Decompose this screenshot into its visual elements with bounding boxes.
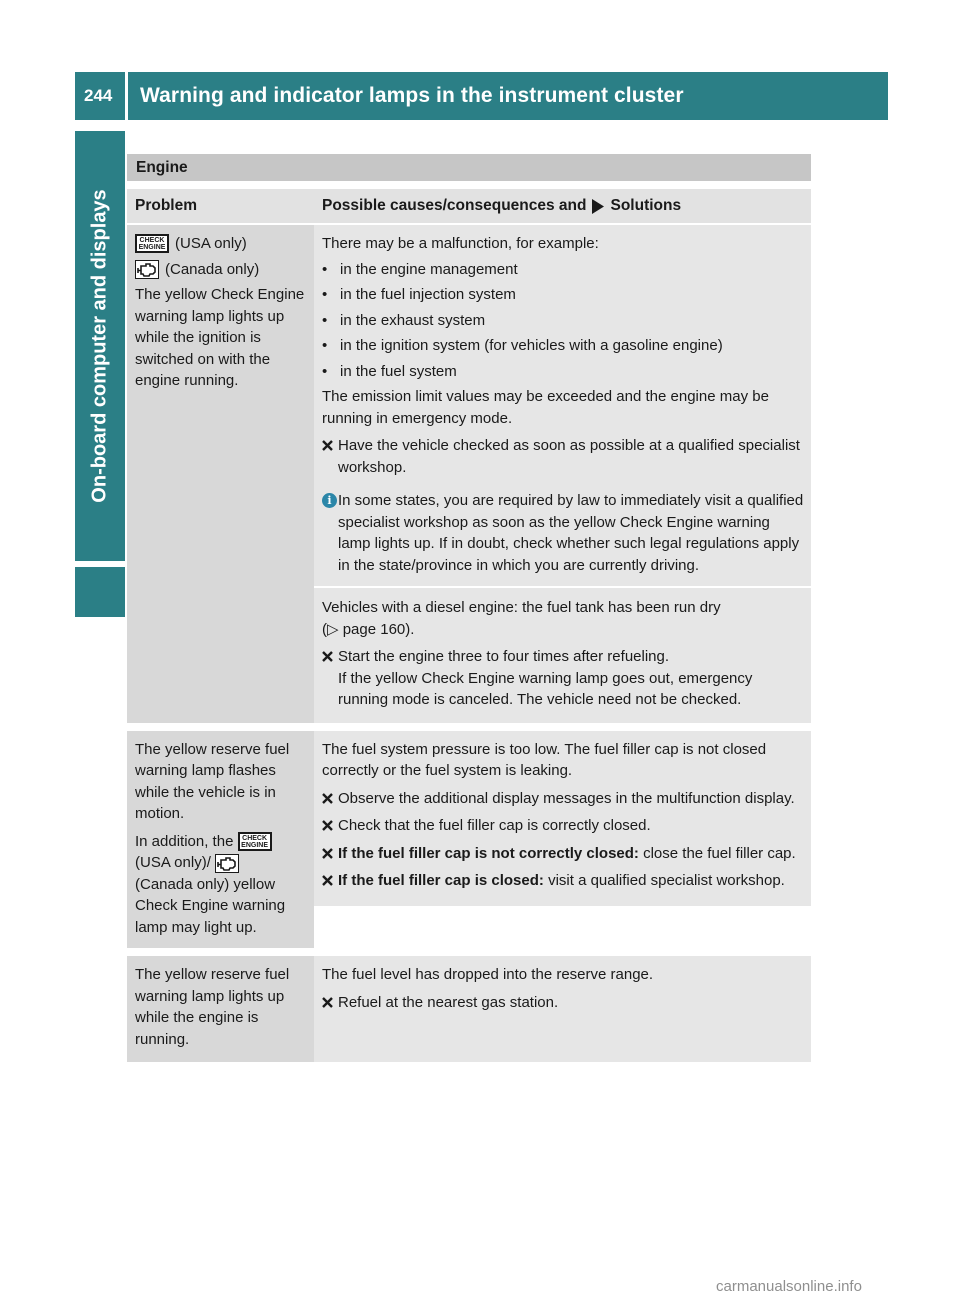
page-number: 244: [84, 86, 113, 105]
check-engine-icon: CHECK ENGINE: [238, 832, 272, 851]
info-note: i In some states, you are required by law to immediately visit a qualified specialist workshop as soon as the yellow Check Engine warning lamp lights up. If in doubt, check whether such legal regulations apply in the state/province in which you are currently driving.: [322, 490, 805, 576]
column-header-solutions-prefix: Possible causes/consequences and: [322, 197, 587, 215]
action-step: Observe the additional display messages in the multifunction display.: [322, 788, 805, 810]
problem-description: The yellow reserve fuel warning lamp flashes while the vehicle is in motion.: [135, 740, 290, 822]
chapter-tab-marker: [75, 567, 125, 617]
solution-intro: The fuel level has dropped into the reserve range.: [322, 966, 654, 983]
engine-table: [127, 154, 811, 1062]
page-header: [75, 72, 888, 120]
info-icon: i: [322, 493, 337, 508]
arrow-right-icon: [591, 199, 605, 214]
action-x-icon: [322, 820, 333, 831]
table-row: [127, 731, 811, 949]
table-row: [127, 225, 811, 723]
list-item: • in the exhaust system: [322, 311, 486, 329]
problem-description: The yellow Check Engine warning lamp lights up while the ignition is switched on with the engine running.: [135, 286, 305, 389]
emission-note: The emission limit values may be exceeded and the engine may be running in emergency mode.: [322, 388, 769, 427]
action-x-icon: [322, 651, 333, 662]
column-header-solutions-suffix: Solutions: [610, 197, 682, 215]
chapter-tab-label: On-board computer and displays: [88, 189, 111, 503]
problem-description: The yellow reserve fuel warning lamp lights up while the engine is running.: [135, 966, 290, 1048]
action-x-icon: [322, 875, 333, 886]
canada-line: [135, 259, 308, 281]
action-step: Have the vehicle checked as soon as possible at a qualified specialist workshop.: [322, 435, 805, 478]
watermark: carmanualsonline.info: [716, 1278, 862, 1295]
solutions-column: [314, 731, 811, 949]
solution-cell: [314, 225, 811, 586]
list-item: • in the fuel injection system: [322, 286, 516, 303]
column-header-solutions: [314, 189, 811, 223]
section-title: Engine: [127, 154, 811, 181]
action-x-icon: [322, 440, 333, 451]
problem-cell: [127, 731, 314, 949]
problem-cell: [127, 225, 314, 723]
problem-cell: [127, 956, 314, 1062]
solution-cell: [314, 731, 811, 906]
column-header-row: [127, 189, 811, 223]
column-header-problem: Problem: [135, 197, 198, 215]
list-item: • in the ignition system (for vehicles with a gasoline engine): [322, 337, 723, 354]
list-item: • in the fuel system: [322, 362, 457, 380]
action-step: Check that the fuel filler cap is correctly closed.: [322, 815, 805, 837]
action-x-icon: [322, 793, 333, 804]
solutions-column: [314, 225, 811, 723]
action-step: Refuel at the nearest gas station.: [322, 992, 805, 1014]
canada-only-label: (Canada only): [165, 260, 260, 278]
action-step: Start the engine three to four times after refueling. If the yellow Check Engine warning lamp goes out, emergency running mode is canceled. The vehicle need not be checked.: [322, 646, 805, 711]
action-x-icon: [322, 848, 333, 859]
solution-intro: The fuel system pressure is too low. The fuel filler cap is not closed correctly or the fuel system is leaking.: [322, 740, 767, 779]
solutions-column: [314, 956, 811, 1062]
usa-line: [135, 233, 308, 255]
engine-icon: [135, 260, 159, 279]
action-x-icon: [322, 997, 333, 1008]
check-engine-icon: CHECK ENGINE: [135, 234, 169, 253]
page-reference: (▷ page 160).: [322, 620, 415, 638]
solution-intro: Vehicles with a diesel engine: the fuel tank has been run dry (▷ page 160).: [322, 599, 721, 638]
action-step: If the fuel filler cap is not correctly closed: close the fuel filler cap.: [322, 843, 805, 865]
solution-intro: There may be a malfunction, for example:: [322, 235, 599, 252]
engine-icon: [215, 854, 239, 873]
solution-cell: [314, 956, 811, 1023]
table-row: [127, 956, 811, 1062]
problem-note: In addition, the CHECK ENGINE (USA only)/ (Canada only) yellow Check Engine warning lamp may light up.: [135, 832, 286, 936]
page-title: Warning and indicator lamps in the instrument cluster: [140, 84, 684, 107]
solution-cell: [314, 588, 811, 723]
action-step: If the fuel filler cap is closed: visit a qualified specialist workshop.: [322, 870, 805, 892]
list-item: • in the engine management: [322, 260, 518, 278]
usa-only-label: (USA only): [175, 235, 247, 252]
